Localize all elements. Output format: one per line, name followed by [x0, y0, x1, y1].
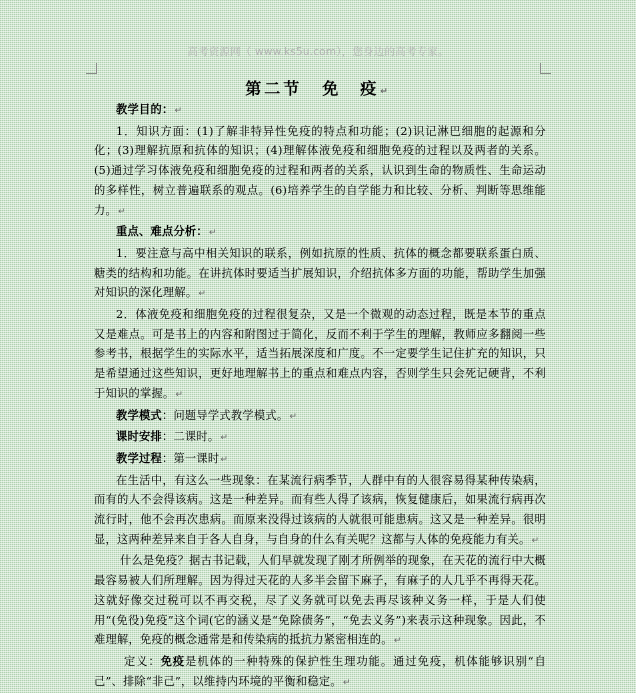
body-paragraph-2: 什么是免疫？据古书记载，人们早就发现了刚才所例举的现象，在天花的流行中大概最容易被人们所理解。因为得过天花的人多半会留下麻子，有麻子的人几乎不再得天花。这就好像交过税可以不再交税，尽了义务就可以免去再尽该种义务一样，于是人们使用“(免役)免疫”这个词(它的涵义是“免除债务”，“免去义务”)来表示这种现象。因此，不难理解，免疫的概念通常是和传染病的抵抗力紧密相连的。↵ [94, 554, 546, 647]
title-topic: 免 疫 [322, 79, 380, 98]
paragraph-mark-icon: ↵ [220, 433, 229, 444]
paragraph-mark-icon: ↵ [175, 389, 184, 400]
objectives-text: 1．知识方面：(1)了解非特异性免疫的特点和功能；(2)识记淋巴细胞的起源和分化；(3)理解抗原和抗体的知识；(4)理解体液免疫和细胞免疫的过程以及两者的关系。(5)通过学习体液免疫和细胞免疫的过程和两者的关系，认识到生命的物质性、生命运动的多样性，树立普遍联系的观点。(6)培养学生的自学能力和比较、分析、判断等思维能力。↵ [94, 124, 546, 217]
page-title [0, 76, 636, 99]
paragraph-mark-icon: ↵ [208, 228, 217, 239]
paragraph-mark-icon: ↵ [531, 535, 540, 546]
document-body [94, 100, 546, 693]
body-paragraph-1: 在生活中，有这么一些现象：在某流行病季节，人群中有的人很容易得某种传染病，而有的人不会得该病。这是一种差异。而有些人得了该病，恢复健康后，如果流行病再次流行时，他不会再次患病。而原来没得过该病的人就很可能患病。这又是一种差异。很明显，这两种差异来自于各人自身，与自身的什么有关呢？这都与人体的免疫能力有关。↵ [94, 473, 546, 546]
paragraph-mark-icon: ↵ [393, 636, 402, 647]
objectives-heading: 教学目的：↵ [116, 102, 183, 116]
definition-term: 免疫 [160, 653, 186, 668]
key-points-heading: 重点、难点分析：↵ [116, 224, 217, 239]
teaching-process: 教学过程：第一课时↵ [116, 450, 229, 465]
header-watermark: 高考资源网（ www.ks5u.com），您身边的高考专家。 [187, 46, 449, 58]
crop-mark-left [86, 63, 97, 74]
paragraph-mark-icon: ↵ [342, 677, 351, 688]
class-hours: 课时安排：二课时。↵ [116, 429, 229, 444]
paragraph-mark-icon: ↵ [174, 106, 183, 116]
definition-paragraph: 定义：免疫是机体的一种特殊的保护性生理功能。通过免疫，机体能够识别“自己”、排除“非己”，以维持内环境的平衡和稳定。↵ [94, 653, 546, 688]
key-point-1: 1．要注意与高中相关知识的联系，例如抗原的性质、抗体的概念都要联系蛋白质、糖类的结构和功能。在讲抗体时要适当扩展知识，介绍抗体多方面的功能，帮助学生加强对知识的深化理解。↵ [94, 246, 546, 300]
key-point-2: 2．体液免疫和细胞免疫的过程很复杂，又是一个微观的动态过程，既是本节的重点又是难点。可是书上的内容和附图过于简化，反而不利于学生的理解，教师应多翻阅一些参考书，根据学生的实际水平，适当拓展深度和广度。不一定要学生记住扩充的知识，只是希望通过这些知识，更好地理解书上的重点和难点内容，否则学生只会死记硬背，不利于知识的掌握。↵ [94, 308, 546, 400]
paragraph-mark-icon: ↵ [117, 206, 126, 217]
title-section: 第二节 [245, 79, 303, 98]
paragraph-mark-icon: ↵ [289, 411, 298, 422]
crop-mark-right [540, 63, 551, 74]
paragraph-mark-icon: ↵ [380, 87, 391, 97]
teaching-mode: 教学模式：问题导学式教学模式。↵ [116, 407, 298, 422]
paragraph-mark-icon: ↵ [198, 289, 207, 300]
paragraph-mark-icon: ↵ [220, 454, 229, 465]
